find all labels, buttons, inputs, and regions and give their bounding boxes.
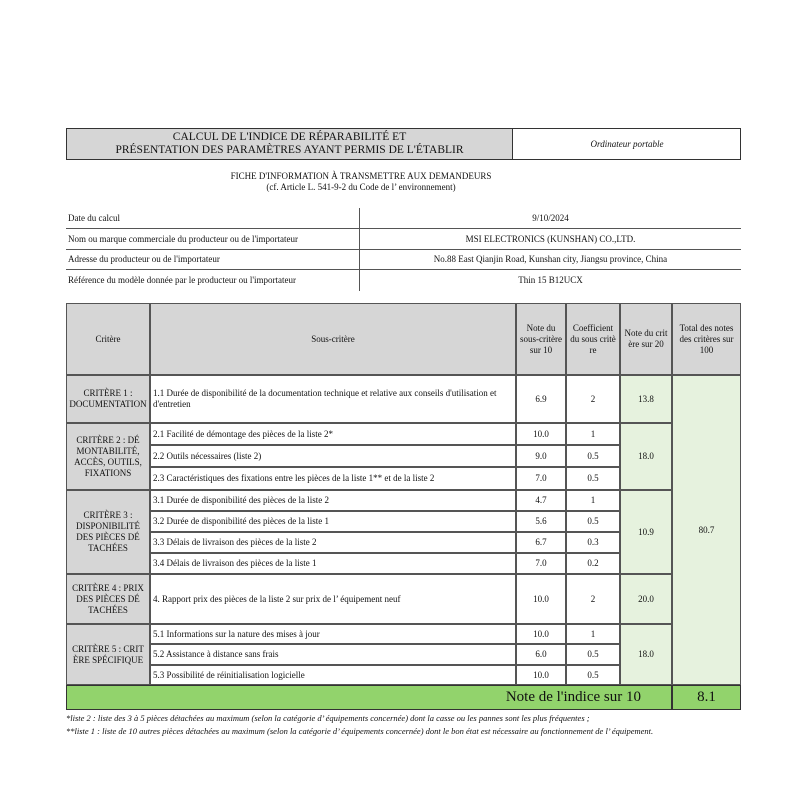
col-header-note-crit: Note du crit ère sur 20 <box>620 303 672 375</box>
criterion-4-note: 20.0 <box>620 574 672 624</box>
sub-criterion-3-4: 3.4 Délais de livraison des pièces de la liste 1 <box>150 553 516 574</box>
col-header-critere: Critère <box>66 303 150 375</box>
info-label-model: Référence du modèle donnée par le producteur ou l'importateur <box>66 270 360 291</box>
criterion-3: CRITÈRE 3 : DISPONIBILITÉ DES PIÈCES DÉ TACHÉES <box>66 490 150 574</box>
note-3-1: 4.7 <box>516 490 566 511</box>
coef-5-3: 0.5 <box>566 665 620 685</box>
final-score: 8.1 <box>672 685 741 710</box>
header-title-cell <box>67 129 513 159</box>
header-title-line2: PRÉSENTATION DES PARAMÈTRES AYANT PERMIS DE L'ÉTABLIR <box>115 144 464 156</box>
sub-criterion-3-2: 3.2 Durée de disponibilité des pièces de la liste 1 <box>150 511 516 532</box>
sub-criterion-3-3: 3.3 Délais de livraison des pièces de la liste 2 <box>150 532 516 553</box>
coef-2-2: 0.5 <box>566 445 620 467</box>
criterion-1: CRITÈRE 1 : DOCUMENTATION <box>66 375 150 423</box>
sub-criterion-2-3: 2.3 Caractéristiques des fixations entre les pièces de la liste 1** et de la liste 2 <box>150 467 516 490</box>
note-3-3: 6.7 <box>516 532 566 553</box>
info-value-model: Thin 15 B12UCX <box>360 270 741 291</box>
header-title-line1: CALCUL DE L'INDICE DE RÉPARABILITÉ ET <box>172 131 407 143</box>
coef-3-3: 0.3 <box>566 532 620 553</box>
criterion-1-note: 13.8 <box>620 375 672 423</box>
sub-criterion-5-3: 5.3 Possibilité de réinitialisation logicielle <box>150 665 516 685</box>
criterion-4: CRITÈRE 4 : PRIX DES PIÈCES DÉ TACHÉES <box>66 574 150 624</box>
sub-criterion-4-1: 4. Rapport prix des pièces de la liste 2 sur prix de l’ équipement neuf <box>150 574 516 624</box>
note-3-2: 5.6 <box>516 511 566 532</box>
sub-criterion-1-1: 1.1 Durée de disponibilité de la documentation technique et relative aux conseils d'utilisation et d'entretien <box>150 375 516 423</box>
criterion-2-note: 18.0 <box>620 423 672 490</box>
coef-2-1: 1 <box>566 423 620 445</box>
col-header-coef: Coefficient du sous critè re <box>566 303 620 375</box>
info-value-address: No.88 East Qianjin Road, Kunshan city, Jiangsu province, China <box>360 250 741 270</box>
note-2-3: 7.0 <box>516 467 566 490</box>
note-5-1: 10.0 <box>516 624 566 644</box>
criterion-5-note: 18.0 <box>620 624 672 685</box>
criterion-3-note: 10.9 <box>620 490 672 574</box>
final-label: Note de l'indice sur 10 <box>66 685 672 710</box>
note-2-2: 9.0 <box>516 445 566 467</box>
coef-3-4: 0.2 <box>566 553 620 574</box>
coef-3-1: 1 <box>566 490 620 511</box>
sub-criterion-2-2: 2.2 Outils nécessaires (liste 2) <box>150 445 516 467</box>
info-value-brand: MSI ELECTRONICS (KUNSHAN) CO.,LTD. <box>360 229 741 250</box>
note-2-1: 10.0 <box>516 423 566 445</box>
note-4-1: 10.0 <box>516 574 566 624</box>
coef-3-2: 0.5 <box>566 511 620 532</box>
info-value-date: 9/10/2024 <box>360 208 741 229</box>
note-5-2: 6.0 <box>516 644 566 665</box>
col-header-note-sous: Note du sous-critère sur 10 <box>516 303 566 375</box>
col-header-sous-critere: Sous-critère <box>150 303 516 375</box>
note-5-3: 10.0 <box>516 665 566 685</box>
footnote-2: **liste 1 : liste de 10 autres pièces détachées au maximum (selon la catégorie d’ équipements concernée) dont le bon état est nécessaire au fonctionnement de l’ équipement. <box>66 726 654 736</box>
info-label-address: Adresse du producteur ou de l'importateur <box>66 250 360 270</box>
info-label-date: Date du calcul <box>66 208 360 229</box>
header-category: Ordinateur portable <box>590 139 664 149</box>
note-3-4: 7.0 <box>516 553 566 574</box>
coef-2-3: 0.5 <box>566 467 620 490</box>
criterion-2: CRITÈRE 2 : DÉ MONTABILITÉ, ACCÈS, OUTILS, FIXATIONS <box>66 423 150 490</box>
footnote-1: *liste 2 : liste des 3 à 5 pièces détachées au maximum (selon la catégorie d’ équipements concernée) dont la casse ou les pannes sont les plus fréquentes ; <box>66 713 590 723</box>
coef-1-1: 2 <box>566 375 620 423</box>
col-header-total: Total des notes des critères sur 100 <box>672 303 741 375</box>
criterion-5: CRITÈRE 5 : CRIT ÈRE SPÉCIFIQUE <box>66 624 150 685</box>
coef-5-1: 1 <box>566 624 620 644</box>
sub-criterion-3-1: 3.1 Durée de disponibilité des pièces de la liste 2 <box>150 490 516 511</box>
total-score: 80.7 <box>672 375 741 685</box>
coef-5-2: 0.5 <box>566 644 620 665</box>
subheader <box>66 171 656 193</box>
note-1-1: 6.9 <box>516 375 566 423</box>
sub-criterion-5-1: 5.1 Informations sur la nature des mises à jour <box>150 624 516 644</box>
sub-criterion-2-1: 2.1 Facilité de démontage des pièces de la liste 2* <box>150 423 516 445</box>
info-label-brand: Nom ou marque commerciale du producteur ou de l'importateur <box>66 229 360 250</box>
subheader-line2: (cf. Article L. 541-9-2 du Code de l’ environnement) <box>266 182 456 192</box>
sub-criterion-5-2: 5.2 Assistance à distance sans frais <box>150 644 516 665</box>
coef-4-1: 2 <box>566 574 620 624</box>
subheader-line1: FICHE D'INFORMATION À TRANSMETTRE AUX DEMANDEURS <box>230 171 492 181</box>
